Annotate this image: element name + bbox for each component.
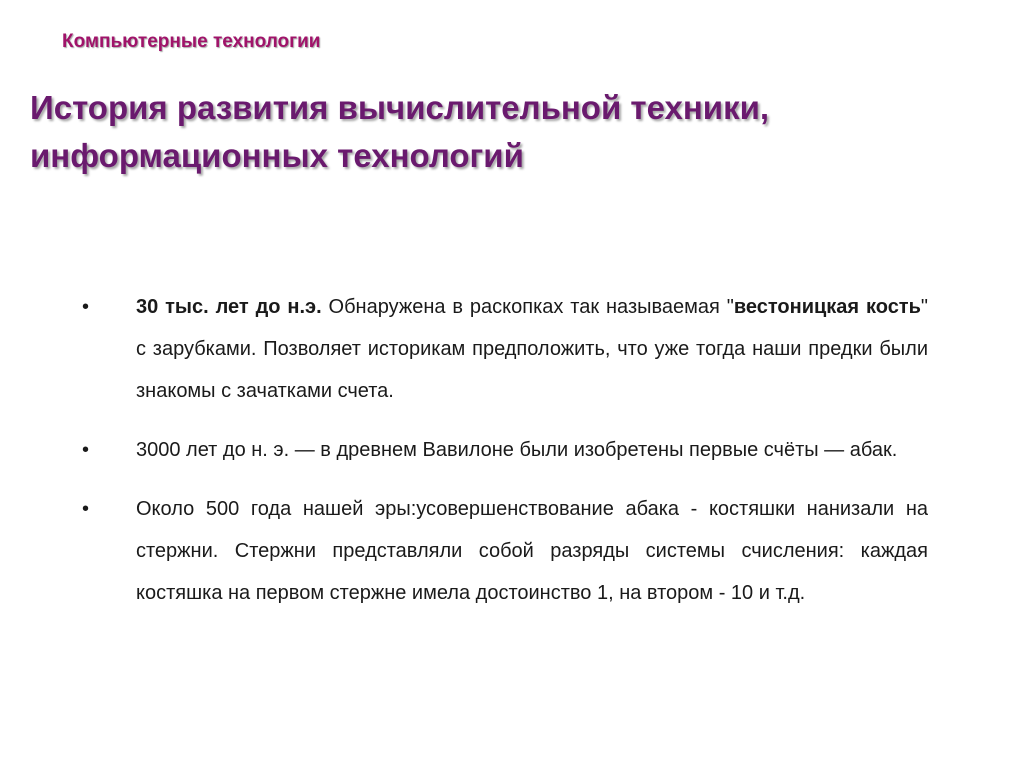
bullet-1-date: 30 тыс. лет до н.э. <box>136 296 322 318</box>
subject-label: Компьютерные технологии <box>62 31 321 52</box>
title-line-1: История развития вычислительной техники, <box>30 89 770 126</box>
bullet-item-3 <box>76 488 928 614</box>
bullet-list <box>76 286 928 631</box>
bullet-1-text-a: Обнаружена в раскопках так называемая " <box>321 296 734 318</box>
slide-title <box>30 84 990 180</box>
bullet-marker: • <box>82 296 90 318</box>
bullet-item-1 <box>76 286 928 412</box>
bullet-item-2 <box>76 429 928 471</box>
title-line-2: информационных технологий <box>30 137 524 174</box>
bullet-marker: • <box>82 498 90 520</box>
bullet-3-text: Около 500 года нашей эры:усовершенствование абака - костяшки нанизали на стержни. Стержни представляли собой разряды системы счисления: каждая костяшка на первом стержне имела достоинство 1, на втором - 10 и т.д. <box>136 498 928 604</box>
bullet-1-text-b: " с зарубками. Позволяет историкам предположить, что уже тогда наши предки были знакомы с зачатками счета. <box>136 296 929 402</box>
bullet-2-text: 3000 лет до н. э. — в древнем Вавилоне были изобретены первые счёты — абак. <box>136 439 898 461</box>
bullet-1-term: вестоницкая кость <box>733 296 921 318</box>
bullet-marker: • <box>82 439 90 461</box>
